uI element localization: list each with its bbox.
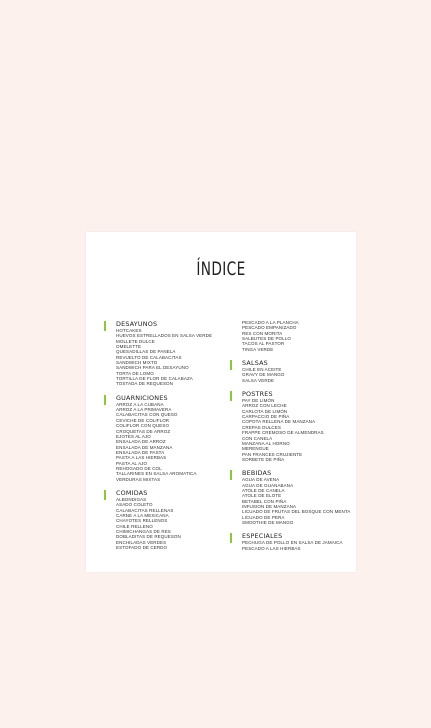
recipe-item: CALABACITAS RELLENAS: [116, 507, 174, 513]
index-section: [230, 469, 351, 525]
section-heading: COMIDAS: [116, 488, 148, 497]
recipe-item: SALBUTES DE POLLO: [242, 336, 291, 342]
recipe-item: REHOGADO DE COL: [116, 465, 162, 471]
section-list: [242, 367, 345, 383]
section-list: [242, 320, 345, 352]
recipe-item: ARROZ A LA PRIMAVERA: [116, 407, 172, 413]
recipe-item: SANDWICH MIXTO: [116, 360, 158, 366]
section-list: [242, 540, 345, 551]
recipe-item: RES CON MORITA: [242, 330, 283, 336]
recipe-item: TACOS AL PASTOR: [242, 341, 285, 347]
index-section: [230, 390, 345, 462]
recipe-item: AGUA DE AVENA: [242, 477, 280, 483]
recipe-item: CARNE A LA MEXICANA: [116, 512, 169, 518]
section-list: [116, 497, 219, 550]
recipe-item: ESTOFADO DE CERDO: [116, 545, 168, 551]
recipe-item: ATOLE DE ELOTE: [242, 493, 282, 499]
recipe-item: AGUA DE GUANABANA: [242, 482, 294, 488]
recipe-item: HUEVOS ESTRELLADOS EN SALSA VERDE: [116, 333, 213, 339]
recipe-item: TALLARINES EN SALSA AROMATICA: [116, 471, 197, 477]
recipe-item: ALBONDIGAS: [116, 496, 147, 502]
recipe-item: PAN FRANCES CRUJIENTE: [242, 451, 303, 457]
recipe-item: FRAPPE CREMOSO DE ALMENDRAS: [242, 430, 324, 436]
section-heading: GUARNICIONES: [116, 393, 168, 402]
index-section: [104, 320, 219, 387]
section-list: [116, 402, 219, 482]
recipe-item: CON CANELA: [242, 435, 273, 441]
section-heading: ESPECIALES: [242, 532, 283, 541]
recipe-item: TINGA VERDE: [242, 346, 274, 352]
recipe-item: DOBLADITAS DE REQUESON: [116, 534, 181, 540]
page-title: ÍNDICE: [196, 258, 246, 280]
right-column: [230, 320, 351, 558]
recipe-item: SANDWICH PARA EL DESAYUNO: [116, 365, 189, 371]
recipe-item: MANZANA AL HORNO: [242, 440, 290, 446]
recipe-item: HOTCAKES: [116, 328, 142, 333]
recipe-item: PASTA A LAS HIERBAS: [116, 455, 167, 461]
recipe-item: ENCHILADAS VERDES: [116, 539, 167, 545]
recipe-item: ASADO COLETO: [116, 502, 153, 508]
left-column: [104, 320, 219, 557]
recipe-item: EJOTES AL AJO: [116, 433, 151, 439]
index-section: [230, 320, 345, 352]
recipe-item: ENSALADA DE MANZANA: [116, 444, 173, 450]
index-section: [230, 359, 345, 383]
recipe-item: GRAVY DE MANGO: [242, 372, 285, 378]
recipe-item: CHIMICHANGAS DE RES: [116, 529, 171, 534]
recipe-item: PAY DE LIMÓN: [242, 398, 275, 404]
recipe-item: COPOTA RELLENA DE MANZANA: [242, 419, 316, 425]
recipe-item: MOLLETE DULCE: [116, 338, 155, 344]
section-heading: POSTRES: [242, 390, 273, 399]
section-accent-bar: [104, 395, 106, 405]
recipe-item: CHILE RELLENO: [116, 523, 153, 529]
recipe-item: PESCADO EMPANIZADO: [242, 325, 297, 331]
recipe-item: CALABACITAS CON QUESO: [116, 412, 178, 418]
recipe-item: TOSTADA DE REQUESON: [116, 381, 173, 387]
section-heading: BEBIDAS: [242, 469, 272, 478]
recipe-item: LICUADO DE FRUTAS DEL BOSQUE CON MENTA: [242, 509, 351, 515]
recipe-item: CHAYOTES RELLENOS: [116, 518, 168, 524]
recipe-item: CREPAS DULCES: [242, 424, 281, 430]
recipe-item: SORBETE DE PIÑA: [242, 456, 285, 462]
index-section: [104, 394, 219, 482]
recipe-item: CROQUETAS DE ARROZ: [116, 428, 171, 434]
recipe-item: LICUADO DE PERA: [242, 514, 285, 520]
section-heading: SALSAS: [242, 359, 268, 368]
document-page: [86, 232, 356, 572]
section-accent-bar: [230, 391, 232, 401]
section-accent-bar: [104, 321, 106, 331]
section-accent-bar: [230, 470, 232, 480]
recipe-item: PESCADO A LAS HIERBAS: [242, 545, 301, 551]
section-list: [242, 477, 351, 525]
recipe-item: COLIFLOR CON QUESO: [116, 423, 170, 429]
recipe-item: CHILE EN ACEITE: [242, 367, 282, 373]
section-list: [242, 398, 345, 462]
recipe-item: BETABEL CON PIÑA: [242, 498, 287, 504]
recipe-item: QUESADILLAS DE PANELA: [116, 349, 176, 355]
recipe-item: VERDURAS MIXTAS: [116, 476, 161, 482]
section-accent-bar: [230, 360, 232, 370]
recipe-item: REVUELTO DE CALABACITAS: [116, 354, 182, 360]
section-accent-bar: [104, 490, 106, 500]
section-accent-bar: [230, 533, 232, 543]
recipe-item: TORTILLA DE FLOR DE CALABAZA: [116, 376, 193, 382]
recipe-item: ENSALADA DE ARROZ: [116, 439, 166, 445]
recipe-item: OMELETTE: [116, 344, 142, 350]
recipe-item: PASTA AL AJO: [116, 460, 148, 466]
recipe-item: TORTA DE LOMO: [116, 370, 154, 376]
index-section: [230, 532, 345, 551]
recipe-item: ATOLE DE CANELA: [242, 487, 285, 493]
recipe-item: ENSALADA DE PASTA: [116, 449, 165, 455]
recipe-item: CEVICHE DE COLIFLOR: [116, 417, 170, 423]
recipe-item: MERENGUE: [242, 446, 269, 452]
section-heading: DESAYUNOS: [116, 320, 158, 328]
recipe-item: PECHUGA DE POLLO EN SALSA DE JAMAICA: [242, 540, 343, 546]
section-list: [116, 328, 219, 387]
recipe-item: CARLOTA DE LIMÓN: [242, 408, 288, 414]
recipe-item: ARROZ CON LECHE: [242, 403, 287, 409]
recipe-item: SMOOTHIE DE MANGO: [242, 519, 294, 525]
recipe-item: INFUSION DE MANZANA: [242, 503, 297, 509]
recipe-item: CARPACCIO DE PIÑA: [242, 414, 290, 420]
index-section: [104, 489, 219, 550]
recipe-item: PESCADO A LA PLANCHA: [242, 320, 299, 325]
recipe-item: ARROZ A LA CUBANA: [116, 401, 164, 407]
recipe-item: SALSA VERDE: [242, 377, 275, 383]
